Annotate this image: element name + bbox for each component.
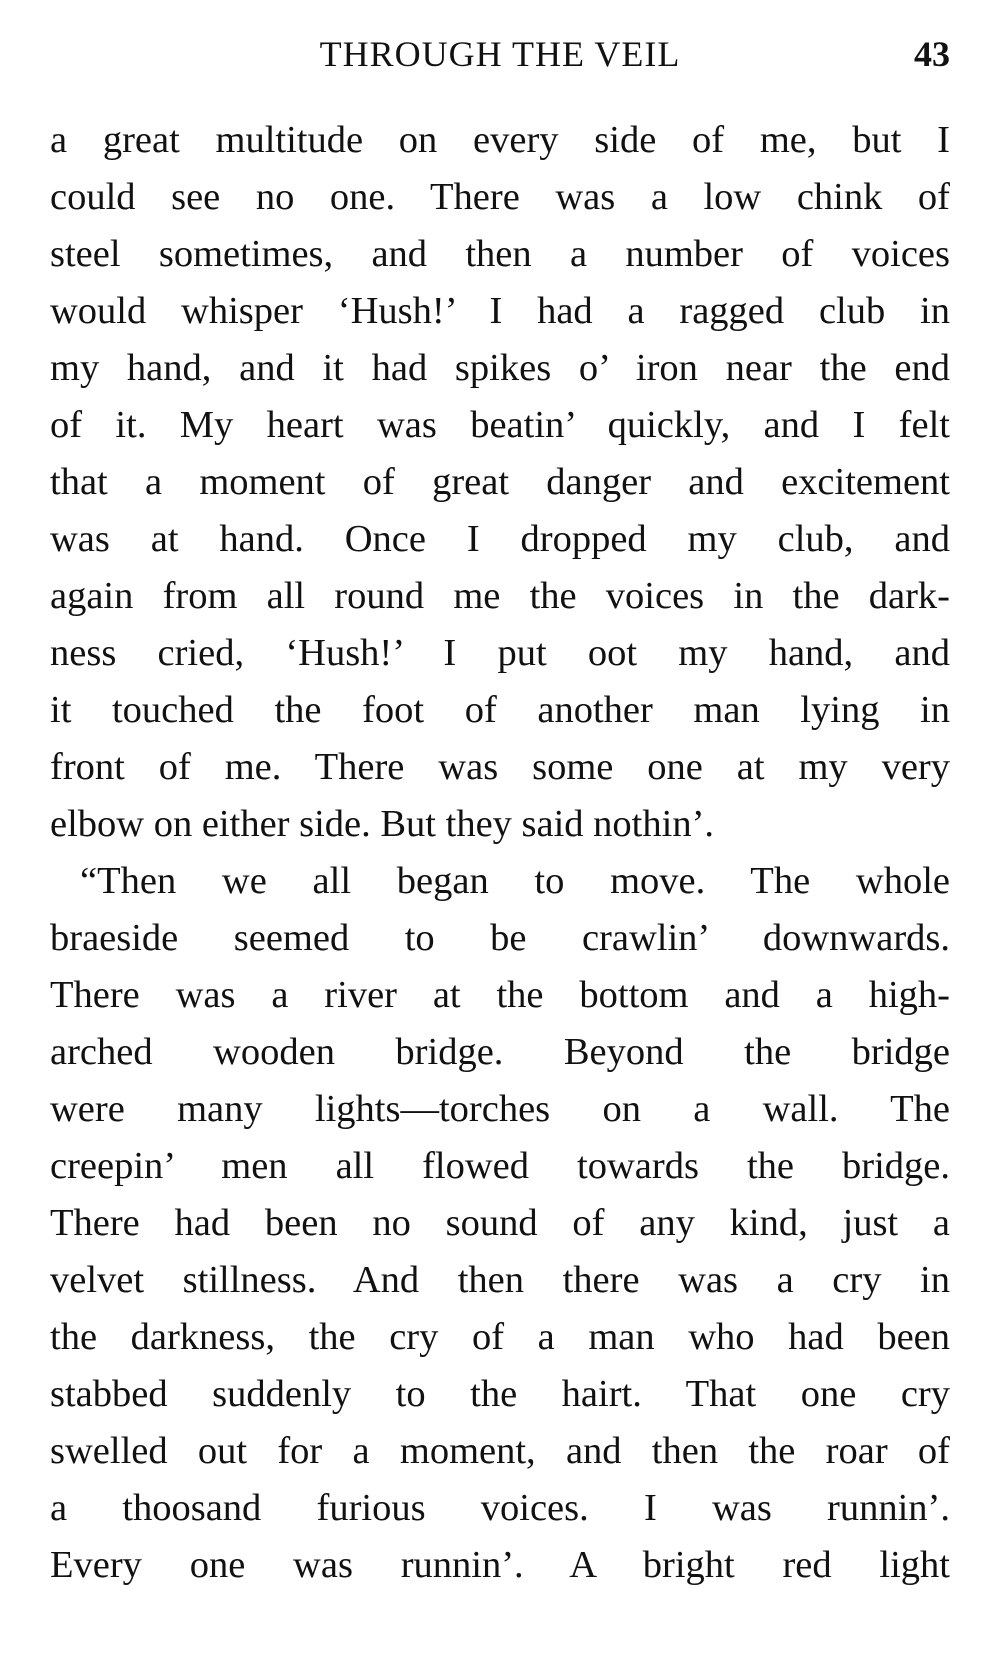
text-line: could see no one. There was a low chink of <box>50 176 950 218</box>
text-line: velvet stillness. And then there was a cry in <box>50 1259 950 1301</box>
text-line: would whisper ‘Hush!’ I had a ragged club in <box>50 290 950 332</box>
text-line: ness cried, ‘Hush!’ I put oot my hand, and <box>50 632 950 674</box>
text-line: a great multitude on every side of me, but I <box>50 119 950 161</box>
text-line: again from all round me the voices in the dark- <box>50 575 950 617</box>
text-line: was at hand. Once I dropped my club, and <box>50 518 950 560</box>
text-line: a thoosand furious voices. I was runnin’. <box>50 1487 950 1529</box>
text-line: arched wooden bridge. Beyond the bridge <box>50 1031 950 1073</box>
text-line: front of me. There was some one at my very <box>50 746 950 788</box>
text-line: braeside seemed to be crawlin’ downwards. <box>50 917 950 959</box>
text-line: stabbed suddenly to the hairt. That one cry <box>50 1373 950 1415</box>
text-line: There had been no sound of any kind, just a <box>50 1202 950 1244</box>
text-line: that a moment of great danger and excitement <box>50 461 950 503</box>
paragraph-start-line: “Then we all began to move. The whole <box>80 860 950 902</box>
text-line: Every one was runnin’. A bright red light <box>50 1544 950 1586</box>
text-line: of it. My heart was beatin’ quickly, and I felt <box>50 404 950 446</box>
text-line: it touched the foot of another man lying in <box>50 689 950 731</box>
text-line: There was a river at the bottom and a high- <box>50 974 950 1016</box>
text-line: were many lights—torches on a wall. The <box>50 1088 950 1130</box>
text-line: creepin’ men all flowed towards the bridge. <box>50 1145 950 1187</box>
body-text <box>50 112 950 1594</box>
text-line: swelled out for a moment, and then the roar of <box>50 1430 950 1472</box>
page-header <box>50 24 950 84</box>
paragraph-end-line: elbow on either side. But they said nothin’. <box>50 803 715 845</box>
text-line: the darkness, the cry of a man who had been <box>50 1316 950 1358</box>
text-line: steel sometimes, and then a number of voices <box>50 233 950 275</box>
running-head: THROUGH THE VEIL <box>319 34 681 74</box>
text-line: my hand, and it had spikes o’ iron near the end <box>50 347 950 389</box>
page-number: 43 <box>914 34 950 74</box>
